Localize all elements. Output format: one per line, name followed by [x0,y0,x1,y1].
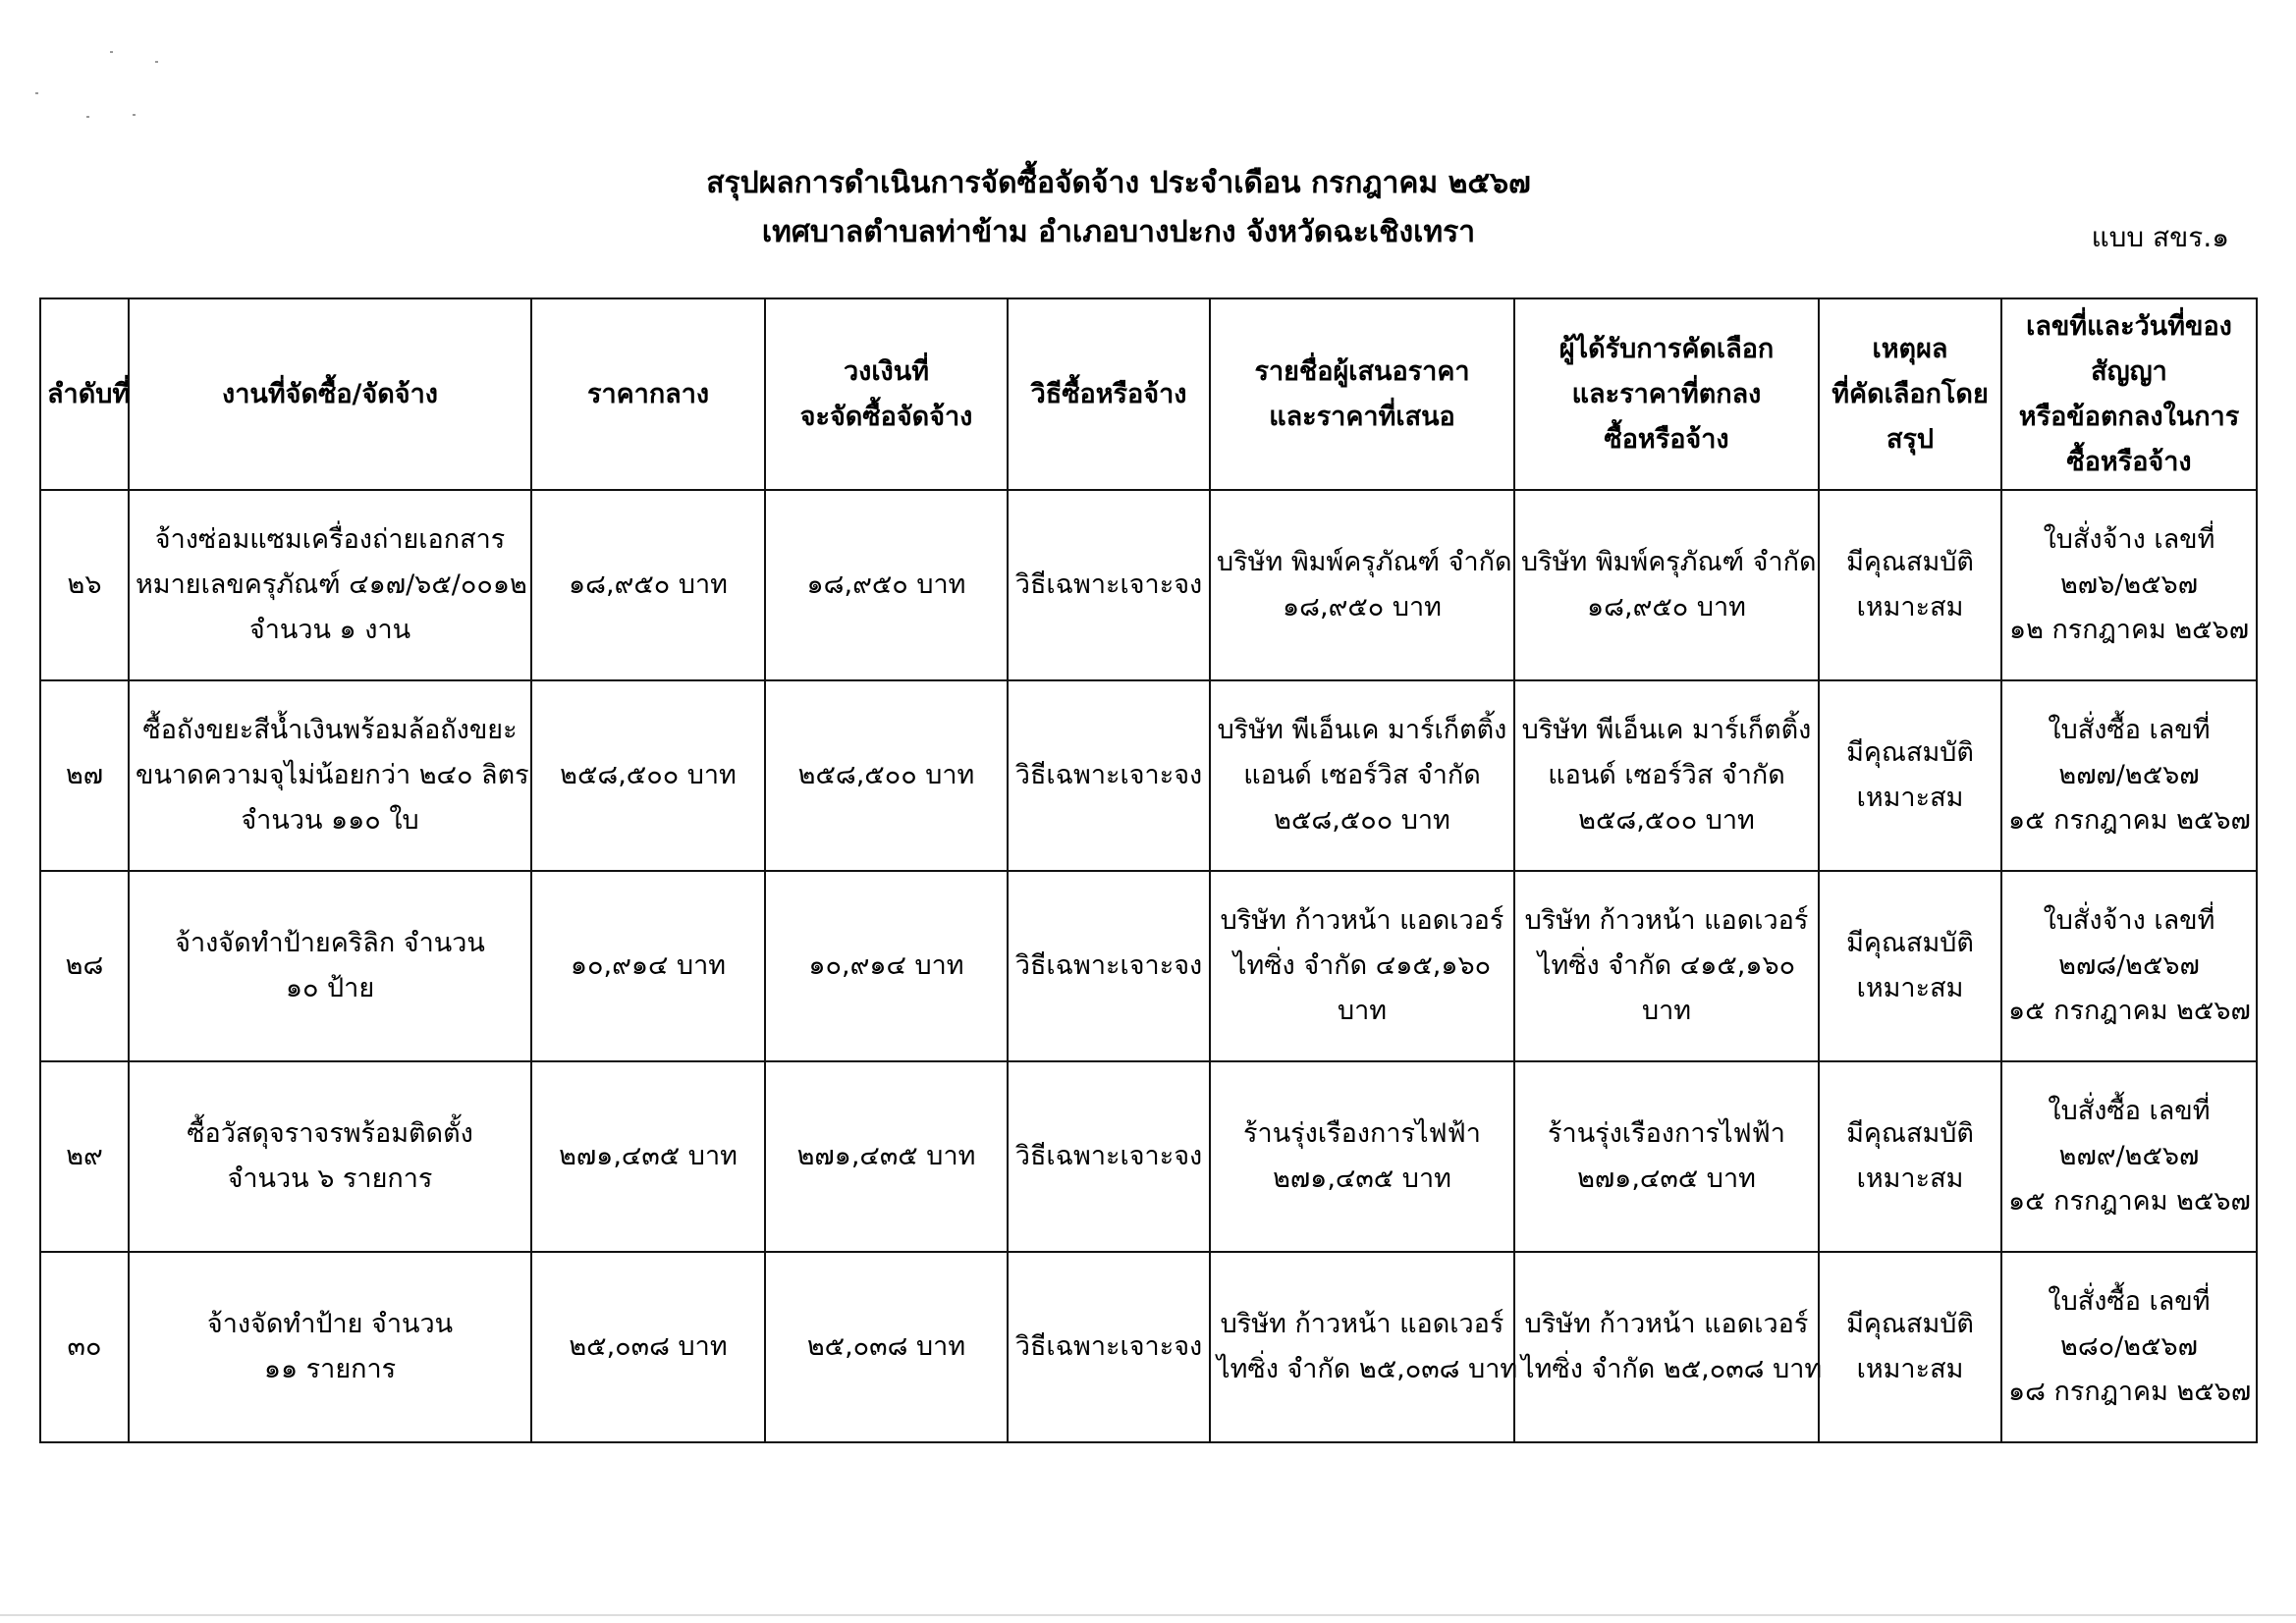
item-description-cell [129,1252,531,1442]
bidders-and-prices-text: ไทซิ่ง จำกัด ๒๕,๐๓๘ บาท [1217,1354,1518,1384]
budget-amount-text: ๒๕,๐๓๘ บาท [806,1331,966,1362]
header-text: หรือข้อตกลงในการ [2018,401,2240,432]
median-price-text: ๑๘,๙๕๐ บาท [569,569,728,600]
median-price-cell [531,680,765,871]
selection-reason-text: มีคุณสมบัติ [1846,737,1974,768]
selected-vendor-text: บริษัท ก้าวหน้า แอดเวอร์ [1524,905,1809,936]
header-col-method [1008,298,1210,490]
table-row [40,1252,2257,1442]
bidders-and-prices-text: ไทซิ่ง จำกัด ๔๑๕,๑๖๐ [1232,950,1492,981]
selected-vendor-text: ร้านรุ่งเรืองการไฟฟ้า [1548,1118,1785,1149]
selection-reason-text: มีคุณสมบัติ [1846,1118,1974,1149]
median-price-text: ๒๕๘,๕๐๐ บาท [560,760,737,790]
contract-reference-text: ๑๒ กรกฎาคม ๒๕๖๗ [2008,615,2250,645]
item-description-text: ๑๑ รายการ [263,1354,397,1384]
bidders-and-prices-text: ๒๗๑,๔๓๕ บาท [1273,1163,1451,1194]
item-description-text: จ้างจัดทำป้ายคริลิก จำนวน [175,928,485,958]
contract-reference-text: ใบสั่งซื้อ เลขที่ [2048,715,2211,745]
header-text: เหตุผล [1872,333,1948,364]
procurement-method-text: วิธีเฉพาะเจาะจง [1014,760,1203,790]
contract-reference-cell [2001,1061,2257,1252]
bidders-and-prices-text: ๒๕๘,๕๐๐ บาท [1274,805,1450,836]
procurement-method-text: วิธีเฉพาะเจาะจง [1014,569,1203,600]
selected-vendor-text: แอนด์ เซอร์วิส จำกัด [1548,760,1785,790]
row-number-text: ๒๗ [65,760,104,790]
item-description-text: จ้างจัดทำป้าย จำนวน [206,1309,454,1339]
header-text: สรุป [1886,423,1935,455]
procurement-method-text: วิธีเฉพาะเจาะจง [1014,950,1203,981]
header-col-budget [765,298,1008,490]
contract-reference-text: ๒๗๙/๒๕๖๗ [2058,1141,2200,1171]
selected-vendor-text: ไทซิ่ง จำกัด ๔๑๕,๑๖๐ [1537,950,1796,981]
contract-reference-text: ๒๗๗/๒๕๖๗ [2058,760,2200,790]
table-row [40,871,2257,1061]
header-text: ราคากลาง [586,378,710,409]
contract-reference-text: ใบสั่งซื้อ เลขที่ [2048,1286,2211,1317]
bidders-and-prices-text: บริษัท ก้าวหน้า แอดเวอร์ [1220,905,1504,936]
row-number-cell [40,490,129,680]
item-description-cell [129,490,531,680]
header-text: วิธีซื้อหรือจ้าง [1030,378,1187,409]
header-col-item [129,298,531,490]
bidders-and-prices-cell [1210,1061,1514,1252]
selected-vendor-text: ไทซิ่ง จำกัด ๒๕,๐๓๘ บาท [1521,1354,1823,1384]
selection-reason-text: มีคุณสมบัติ [1846,547,1974,577]
scan-speck [155,61,158,63]
bidders-and-prices-text: บริษัท ก้าวหน้า แอดเวอร์ [1220,1309,1504,1339]
table-row [40,490,2257,680]
selection-reason-cell [1819,1061,2001,1252]
selected-vendor-cell [1514,871,1819,1061]
median-price-cell [531,1252,765,1442]
header-col-no [40,298,129,490]
item-description-text: หมายเลขครุภัณฑ์ ๔๑๗/๖๕/๐๐๑๒ [136,569,527,600]
selection-reason-cell [1819,680,2001,871]
contract-reference-text: ๑๕ กรกฎาคม ๒๕๖๗ [2008,996,2251,1026]
item-description-text: จำนวน ๑ งาน [248,615,411,645]
selected-vendor-text: ๑๘,๙๕๐ บาท [1587,592,1746,622]
selected-vendor-cell [1514,490,1819,680]
bidders-and-prices-cell [1210,871,1514,1061]
budget-amount-cell [765,1061,1008,1252]
contract-reference-text: ๑๘ กรกฎาคม ๒๕๖๗ [2008,1377,2252,1407]
bidders-and-prices-text: แอนด์ เซอร์วิส จำกัด [1243,760,1481,790]
item-description-text: ซื้อถังขยะสีน้ำเงินพร้อมล้อถังขยะ [142,715,518,745]
budget-amount-cell [765,871,1008,1061]
selected-vendor-text: ๒๗๑,๔๓๕ บาท [1577,1163,1756,1194]
contract-reference-text: ๑๕ กรกฎาคม ๒๕๖๗ [2008,805,2251,836]
procurement-method-cell [1008,1061,1210,1252]
procurement-method-text: วิธีเฉพาะเจาะจง [1014,1141,1203,1171]
budget-amount-text: ๒๕๘,๕๐๐ บาท [797,760,975,790]
scan-speck [86,116,89,118]
table-row [40,1061,2257,1252]
header-text: รายชื่อผู้เสนอราคา [1254,355,1470,387]
contract-reference-text: ๒๗๖/๒๕๖๗ [2059,569,2198,600]
table-row [40,680,2257,871]
document-title: สรุปผลการดำเนินการจัดซื้อจัดจ้าง ประจำเดือน กรกฎาคม ๒๕๖๗ [706,166,1531,200]
header-text: ลำดับที่ [47,378,131,409]
row-number-text: ๓๐ [67,1331,102,1362]
median-price-text: ๒๗๑,๔๓๕ บาท [559,1141,738,1171]
header-col-selected [1514,298,1819,490]
selection-reason-text: เหมาะสม [1856,1354,1964,1384]
header-text: ซื้อหรือจ้าง [2066,446,2192,477]
bidders-and-prices-text: บริษัท พีเอ็นเค มาร์เก็ตติ้ง [1217,715,1507,745]
procurement-method-cell [1008,1252,1210,1442]
contract-reference-text: ๒๘๐/๒๕๖๗ [2060,1331,2198,1362]
selection-reason-cell [1819,490,2001,680]
item-description-text: จำนวน ๑๑๐ ใบ [241,805,419,836]
selection-reason-text: เหมาะสม [1856,973,1964,1003]
selection-reason-text: มีคุณสมบัติ [1846,928,1974,958]
selected-vendor-text: บาท [1641,996,1692,1026]
item-description-cell [129,1061,531,1252]
item-description-text: ๑๐ ป้าย [285,973,375,1003]
row-number-text: ๒๖ [67,569,102,600]
header-col-median-price [531,298,765,490]
contract-reference-cell [2001,490,2257,680]
bidders-and-prices-text: บาท [1337,996,1388,1026]
bidders-and-prices-cell [1210,680,1514,871]
header-col-bidders [1210,298,1514,490]
item-description-cell [129,871,531,1061]
median-price-cell [531,1061,765,1252]
budget-amount-cell [765,680,1008,871]
budget-amount-text: ๑๘,๙๕๐ บาท [806,569,966,600]
procurement-method-cell [1008,680,1210,871]
page-edge-line [0,1614,2296,1616]
header-text: เลขที่และวันที่ของ [2026,310,2232,342]
contract-reference-text: ๑๕ กรกฎาคม ๒๕๖๗ [2008,1186,2251,1217]
table-body [40,490,2257,1442]
selection-reason-text: เหมาะสม [1856,783,1964,813]
header-text: และราคาที่ตกลง [1571,378,1762,409]
median-price-text: ๑๐,๙๑๔ บาท [570,950,727,981]
row-number-cell [40,871,129,1061]
row-number-cell [40,680,129,871]
budget-amount-cell [765,1252,1008,1442]
row-number-cell [40,1252,129,1442]
contract-reference-cell [2001,871,2257,1061]
selection-reason-text: เหมาะสม [1856,1163,1964,1194]
selected-vendor-cell [1514,1252,1823,1442]
header-text: งานที่จัดซื้อ/จัดจ้าง [222,378,438,409]
scan-speck [133,114,136,116]
header-text: สัญญา [2091,355,2167,387]
form-code: แบบ สขร.๑ [2091,221,2229,253]
contract-reference-cell [2001,680,2257,871]
selection-reason-cell [1819,1252,2001,1442]
document-subtitle: เทศบาลตำบลท่าข้าม อำเภอบางปะกง จังหวัดฉะเชิงเทรา [761,215,1476,249]
header-text: ผู้ได้รับการคัดเลือก [1558,333,1775,364]
header-col-reason [1819,298,2001,490]
item-description-text: จ้างซ่อมแซมเครื่องถ่ายเอกสาร [154,524,506,555]
median-price-text: ๒๕,๐๓๘ บาท [569,1331,728,1362]
row-number-text: ๒๙ [66,1141,103,1171]
procurement-table [39,298,2258,1443]
scan-speck [35,92,38,94]
bidders-and-prices-text: บริษัท พิมพ์ครุภัณฑ์ จำกัด [1217,547,1512,577]
header-col-contract [2001,298,2257,490]
contract-reference-text: ใบสั่งจ้าง เลขที่ [2043,905,2215,936]
item-description-text: ซื้อวัสดุจราจรพร้อมติดตั้ง [187,1118,473,1149]
item-description-text: จำนวน ๖ รายการ [227,1163,433,1194]
procurement-method-text: วิธีเฉพาะเจาะจง [1014,1331,1203,1362]
budget-amount-cell [765,490,1008,680]
row-number-cell [40,1061,129,1252]
header-text: ที่คัดเลือกโดย [1831,378,1989,409]
table-header-row [40,298,2257,490]
header-text: จะจัดซื้อจัดจ้าง [799,401,973,432]
selection-reason-text: มีคุณสมบัติ [1846,1309,1974,1339]
scan-speck [110,51,113,53]
procurement-method-cell [1008,871,1210,1061]
bidders-and-prices-text: ร้านรุ่งเรืองการไฟฟ้า [1243,1118,1481,1149]
item-description-text: ขนาดความจุไม่น้อยกว่า ๒๔๐ ลิตร [136,760,529,790]
budget-amount-text: ๑๐,๙๑๔ บาท [808,950,964,981]
selected-vendor-text: ๒๕๘,๕๐๐ บาท [1578,805,1755,836]
contract-reference-text: ใบสั่งจ้าง เลขที่ [2043,524,2215,555]
contract-reference-text: ๒๗๘/๒๕๖๗ [2058,950,2200,981]
selection-reason-cell [1819,871,2001,1061]
bidders-and-prices-text: ๑๘,๙๕๐ บาท [1283,592,1442,622]
bidders-and-prices-cell [1210,490,1514,680]
header-text: และราคาที่เสนอ [1269,401,1455,432]
budget-amount-text: ๒๗๑,๔๓๕ บาท [796,1141,976,1171]
selected-vendor-cell [1514,680,1819,871]
median-price-cell [531,871,765,1061]
header-text: วงเงินที่ [843,355,929,387]
selected-vendor-text: บริษัท ก้าวหน้า แอดเวอร์ [1524,1309,1809,1339]
item-description-cell [129,680,531,871]
selected-vendor-cell [1514,1061,1819,1252]
contract-reference-text: ใบสั่งซื้อ เลขที่ [2048,1096,2211,1126]
contract-reference-cell [2001,1252,2257,1442]
row-number-text: ๒๘ [65,950,104,981]
selection-reason-text: เหมาะสม [1856,592,1964,622]
procurement-method-cell [1008,490,1210,680]
selected-vendor-text: บริษัท พิมพ์ครุภัณฑ์ จำกัด [1521,547,1817,577]
median-price-cell [531,490,765,680]
selected-vendor-text: บริษัท พีเอ็นเค มาร์เก็ตติ้ง [1521,715,1812,745]
header-text: ซื้อหรือจ้าง [1604,423,1729,455]
bidders-and-prices-cell [1210,1252,1518,1442]
